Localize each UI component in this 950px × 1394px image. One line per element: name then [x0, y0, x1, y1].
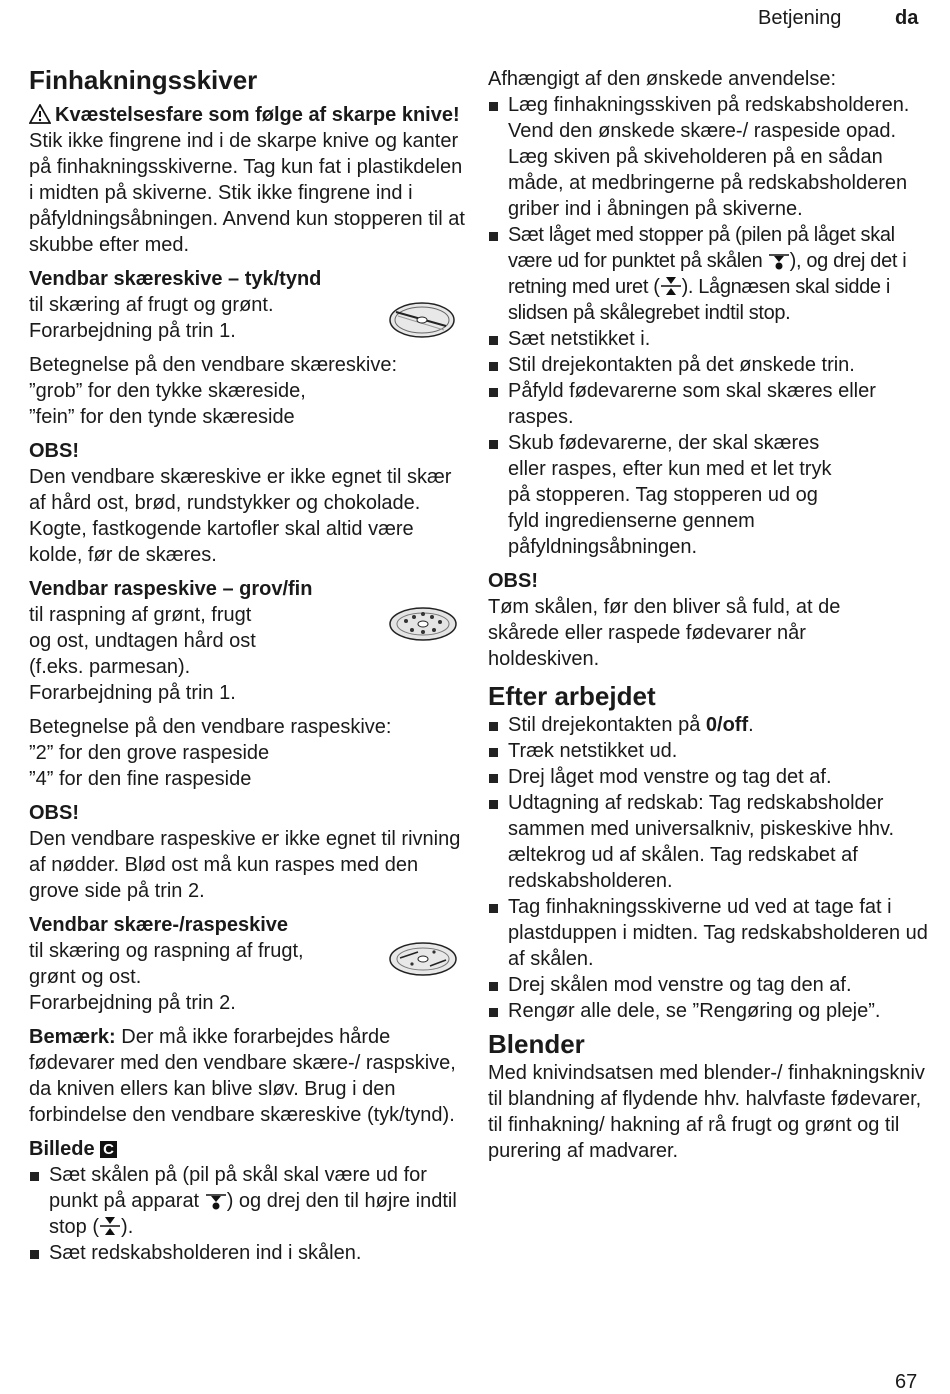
- list-item: [29, 1162, 469, 1240]
- lock-arrows-icon: [660, 275, 682, 297]
- warning-triangle-icon: [29, 102, 55, 128]
- designation1-line: ”grob” for den tykke skæreside,: [29, 380, 306, 402]
- arrow-dot-icon: [768, 249, 790, 271]
- step2-text: Sæt redskabsholderen ind i skålen.: [49, 1242, 362, 1264]
- lock-arrows-icon: [99, 1215, 121, 1237]
- list-item: Drej skålen mod venstre og tag den af.: [488, 972, 928, 998]
- list-item: Udtagning af redskab: Tag redskabsholder sammen med universalkniv, piskeskive hhv. æltekrog ud af skålen. Tag redskabet af redskabsholderen.: [488, 790, 928, 894]
- note-text: Der må ikke forarbejdes hårde fødevarer med den vendbare skære-/ raspskive, da kniven ellers kan blive sløv. Brug i den forbindelse den vendbare skæreskive (tyk/tynd).: [29, 1026, 456, 1126]
- list-item: Stil drejekontakten på det ønskede trin.: [488, 352, 928, 378]
- list-item: Sæt netstikket i.: [488, 326, 928, 352]
- step1-text: ) og drej den til højre indtil stop (: [49, 1190, 457, 1238]
- warning-title: Kvæstelsesfare som følge af skarpe knive!: [55, 104, 460, 126]
- list-item: Skub fødevarerne, der skal skæres eller raspes, efter kun med et let tryk på stopperen. Tag stopperen ud og fyld ingredienserne gennem påfyldningsåbningen.: [488, 430, 928, 560]
- disc1-line: til skæring af frugt og grønt.: [29, 294, 274, 316]
- obs2-block: [29, 800, 469, 904]
- figure-letter-badge: C: [100, 1141, 117, 1158]
- list-item: Træk netstikket ud.: [488, 738, 928, 764]
- left-column: [29, 64, 469, 1266]
- step1-text: ).: [121, 1216, 134, 1238]
- note-label: Bemærk:: [29, 1026, 116, 1048]
- obs-block: [488, 568, 928, 672]
- disc2-line: til raspning af grønt, frugt: [29, 604, 252, 626]
- obs1-block: [29, 438, 469, 568]
- list-item: Rengør alle dele, se ”Rengøring og pleje”.: [488, 998, 928, 1024]
- section-title-blender: Blender: [488, 1029, 585, 1059]
- warning-heading: [29, 102, 469, 128]
- list-item: [488, 712, 928, 738]
- disc2-line: (f.eks. parmesan).: [29, 656, 191, 678]
- step1-text: Sæt skålen på (pil på skål skal være ud for punkt på apparat: [49, 1164, 427, 1212]
- b2-text: ), og drej det i retning med uret (: [508, 250, 907, 298]
- list-item: Påfyld fødevarerne som skal skæres eller raspes.: [488, 378, 928, 430]
- figure-ref: [29, 1136, 469, 1162]
- disc1-title: Vendbar skæreskive – tyk/tynd: [29, 268, 322, 290]
- b2-text: ). Lågnæsen skal sidde i slidsen på skålegrebet indtil stop.: [508, 276, 890, 324]
- note-block: [29, 1024, 469, 1128]
- disc2-line: og ost, undtagen hård ost: [29, 630, 256, 652]
- obs2-text: Den vendbare raspeskive er ikke egnet til rivning af nødder. Blød ost må kun raspes med den grove side på trin 2.: [29, 828, 461, 902]
- page-number: 67: [895, 1371, 918, 1393]
- disc1-line: Forarbejdning på trin 1.: [29, 320, 236, 342]
- disc1-block: [29, 266, 469, 344]
- disc3-line: grønt og ost.: [29, 966, 142, 988]
- disc3-block: [29, 912, 469, 1016]
- disc3-line: Forarbejdning på trin 2.: [29, 992, 236, 1014]
- obs1-title: OBS!: [29, 440, 79, 462]
- a1-text: .: [748, 714, 754, 736]
- obs-title: OBS!: [488, 570, 538, 592]
- disc3-line: til skæring og raspning af frugt,: [29, 940, 304, 962]
- figure-label: Billede: [29, 1138, 95, 1160]
- obs1-text: Den vendbare skæreskive er ikke egnet til skær af hård ost, brød, rundstykker og chokolade. Kogte, fastkogende kartofler skal altid være kolde, før de skæres.: [29, 466, 452, 566]
- intro-text: Afhængigt af den ønskede anvendelse:: [488, 68, 837, 90]
- designation2-line: ”4” for den fine raspeside: [29, 768, 252, 790]
- section-title-after-work: Efter arbejdet: [488, 681, 656, 711]
- right-column: [488, 66, 928, 1164]
- designation2-line: Betegnelse på den vendbare raspeskive:: [29, 716, 392, 738]
- b2-text: Sæt låget med stopper på (pilen på låget skal være ud for punktet på skålen: [508, 224, 895, 272]
- header-language: da: [895, 7, 919, 29]
- designation2-line: ”2” for den grove raspeside: [29, 742, 270, 764]
- list-item: [29, 1240, 469, 1266]
- section-title-finhakningsskiver: Finhakningsskiver: [29, 65, 258, 95]
- off-setting-label: 0/off: [705, 714, 749, 736]
- obs-text: Tøm skålen, før den bliver så fuld, at de skårede eller raspede fødevarer når holdeskiven.: [488, 596, 841, 670]
- warning-text: Stik ikke fingrene ind i de skarpe knive og kanter på finhakningsskiverne. Tag kun fat i plastikdelen i midten på skiverne. Stik ikke fingrene ind i påfyldningsåbningen. Anvend kun stopperen til at skubbe efter med.: [29, 130, 465, 256]
- list-item: Drej låget mod venstre og tag det af.: [488, 764, 928, 790]
- disc2-line: Forarbejdning på trin 1.: [29, 682, 236, 704]
- header-section: Betjening: [758, 7, 842, 29]
- arrow-dot-icon: [205, 1189, 227, 1211]
- disc2-title: Vendbar raspeskive – grov/fin: [29, 578, 313, 600]
- designation1-block: [29, 352, 469, 430]
- blender-text: Med knivindsatsen med blender-/ finhakningskniv til blandning af flydende hhv. halvfaste fødevarer, til finhakning/ hakning af rå frugt og grønt og til purering af madvarer.: [488, 1062, 925, 1162]
- obs2-title: OBS!: [29, 802, 79, 824]
- list-item: Tag finhakningsskiverne ud ved at tage fat i plastduppen i midten. Tag redskabsholderen ud af skålen.: [488, 894, 928, 972]
- disc2-block: [29, 576, 469, 706]
- list-item: Læg finhakningsskiven på redskabsholderen. Vend den ønskede skære-/ raspeside opad. Læg skiven på skiveholderen på en sådan måde, at medbringerne på redskabsholderen griber ind i åbningen på skiverne.: [488, 92, 928, 222]
- designation1-line: ”fein” for den tynde skæreside: [29, 406, 295, 428]
- designation2-block: [29, 714, 469, 792]
- designation1-line: Betegnelse på den vendbare skæreskive:: [29, 354, 398, 376]
- a1-text: Stil drejekontakten på: [508, 714, 706, 736]
- disc3-title: Vendbar skære-/raspeskive: [29, 914, 289, 936]
- list-item: [488, 222, 928, 326]
